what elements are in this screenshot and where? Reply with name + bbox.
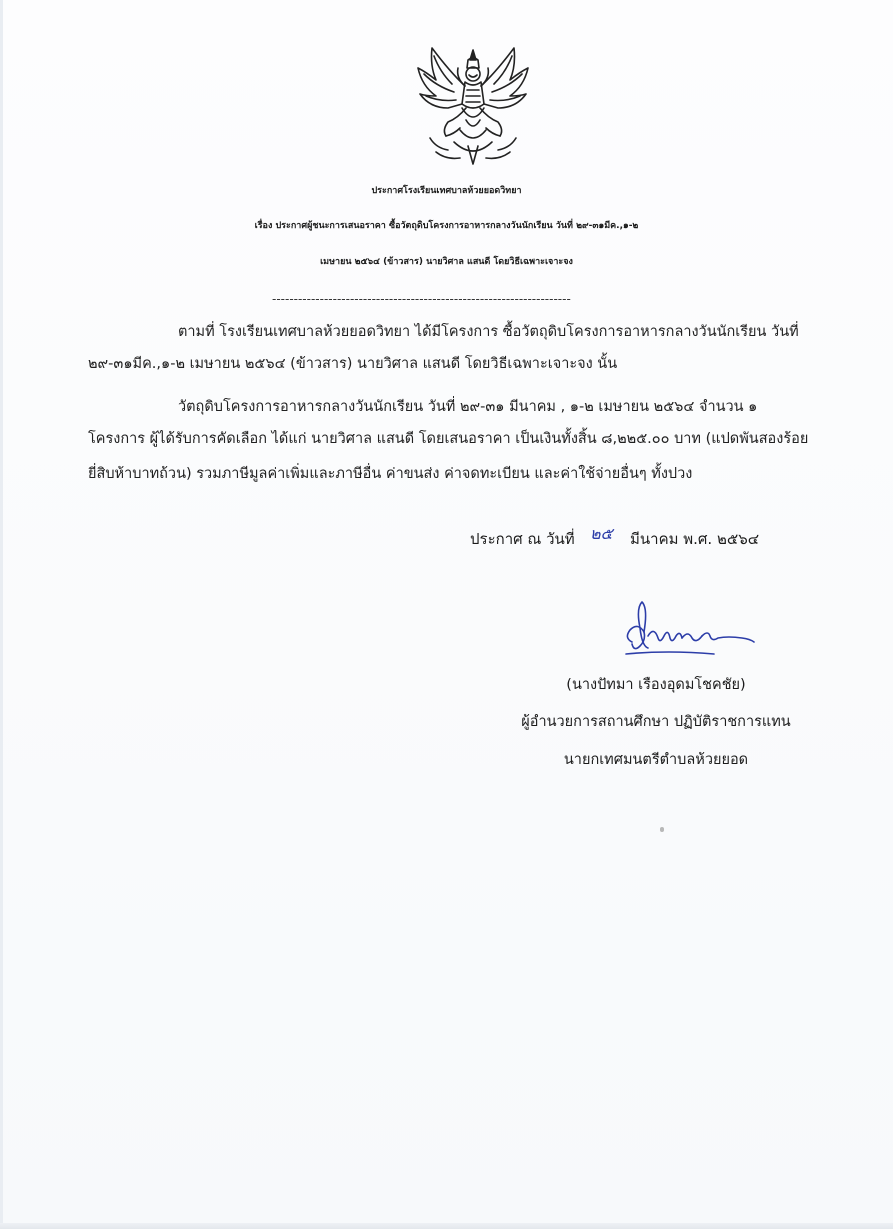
body-paragraph1-line2: ๒๙-๓๑มีค.,๑-๒ เมษายน ๒๕๖๔ (ข้าวสาร) นายวิศาล แสนดี โดยวิธีเฉพาะเจาะจง นั้น	[88, 356, 618, 372]
document-title: ประกาศโรงเรียนเทศบาลห้วยยอดวิทยา	[371, 186, 522, 196]
signatory-position-line2: นายกเทศมนตรีตำบลห้วยยอด	[563, 752, 749, 768]
body-paragraph1-line1: ตามที่ โรงเรียนเทศบาลห้วยยอดวิทยา ได้มีโครงการ ซื้อวัตถุดิบโครงการอาหารกลางวันนักเรียน วันที่	[178, 324, 799, 340]
announcement-date-prefix: ประกาศ ณ วันที่	[470, 530, 575, 548]
garuda-emblem-icon	[410, 42, 536, 168]
scan-speck	[660, 827, 664, 832]
signatory-name: (นางปัทมา เรืองอุดมโชคชัย)	[566, 677, 746, 693]
signatory-position-line1: ผู้อำนวยการสถานศึกษา ปฏิบัติราชการแทน	[521, 714, 791, 730]
handwritten-signature	[618, 598, 758, 668]
announcement-date-suffix: มีนาคม พ.ศ. ๒๕๖๔	[630, 530, 760, 548]
body-paragraph2-line2: โครงการ ผู้ได้รับการคัดเลือก ได้แก่ นายวิศาล แสนดี โดยเสนอราคา เป็นเงินทั้งสิ้น ๘,๒๒๕.๐๐ บาท (แปดพันสองร้อย	[88, 431, 809, 447]
body-paragraph2-line3: ยี่สิบห้าบาทถ้วน) รวมภาษีมูลค่าเพิ่มและภาษีอื่น ค่าขนส่ง ค่าจดทะเบียน และค่าใช้จ่ายอื่นๆ ทั้งปวง	[88, 466, 693, 482]
body-paragraph2-line1: วัตถุดิบโครงการอาหารกลางวันนักเรียน วันที่ ๒๙-๓๑ มีนาคม , ๑-๒ เมษายน ๒๕๖๔ จำนวน ๑	[178, 399, 758, 415]
announcement-day-handwritten: ๒๕	[590, 524, 613, 543]
separator-line: ---------------------------------------------------------------------	[272, 292, 571, 306]
scan-bottom-edge	[0, 1223, 893, 1229]
document-subject-line1: เรื่อง ประกาศผู้ชนะการเสนอราคา ซื้อวัตถุดิบโครงการอาหารกลางวันนักเรียน วันที่ ๒๙-๓๑มีค.,๑-๒	[254, 221, 639, 231]
document-subject-line2: เมษายน ๒๕๖๔ (ข้าวสาร) นายวิศาล แสนดี โดยวิธีเฉพาะเจาะจง	[320, 257, 573, 267]
